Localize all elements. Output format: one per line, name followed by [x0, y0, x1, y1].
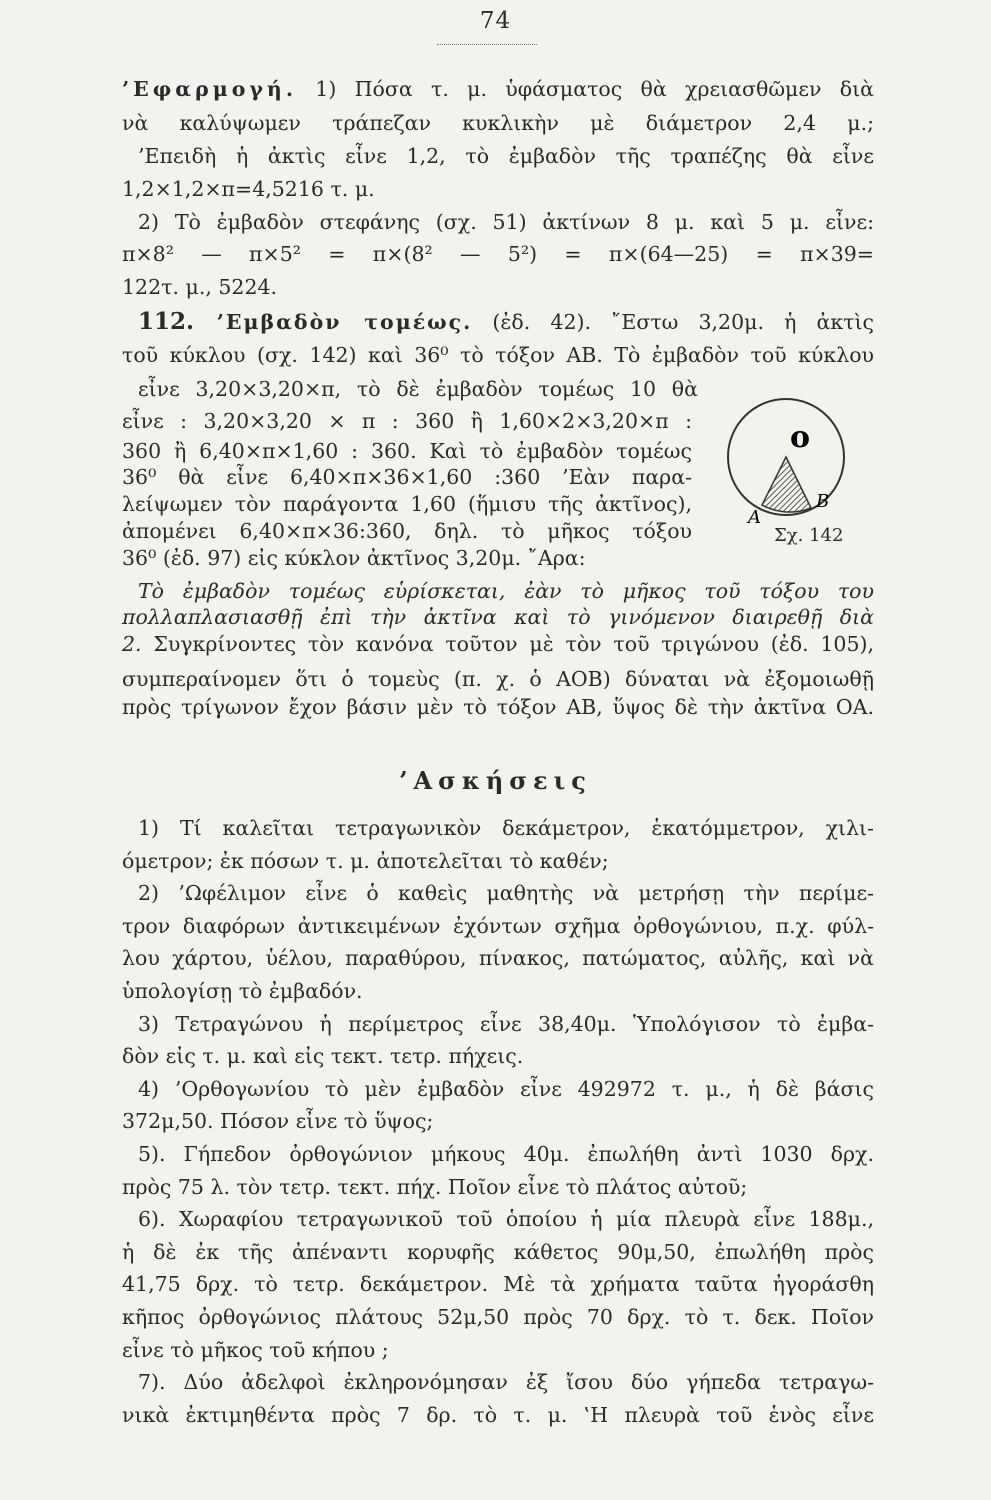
exercise-line: 372μ,50. Πόσον εἶνε τὸ ὕψος;	[122, 1109, 434, 1134]
section-heading-line: 112. ’Εμβαδὸν τομέως. (ἐδ. 42). ῎Εστω 3,20μ. ἡ ἀκτὶς	[138, 308, 875, 335]
exercise-line: 4) ’Ορθογωνίου τὸ μὲν ἐμβαδὸν εἶνε 492972 τ. μ., ἡ δὲ βάσις	[138, 1076, 874, 1101]
exercise-line: 7). Δύο ἀδελφοὶ ἐκληρονόμησαν ἐξ ἴσου δύο γήπεδα τετραγω-	[138, 1370, 874, 1395]
text-line: νὰ καλύψωμεν τράπεζαν κυκλικὴν μὲ διάμετρον 2,4 μ.;	[122, 111, 874, 135]
exercise-line: κῆπος ὀρθογώνιος πλάτους 52μ,50 πρὸς 70 δρχ. τὸ τ. δεκ. Ποῖον	[122, 1305, 874, 1329]
exercise-line: εἶνε τὸ μῆκος τοῦ κήπου ;	[122, 1337, 389, 1362]
page-number-rule	[437, 44, 537, 45]
text-line: 36⁰ θὰ εἶνε 6,40×π×36×1,60 :360 ’Εὰν παρα-	[122, 465, 692, 489]
text-line: 360 ἢ 6,40×π×1,60 : 360. Καὶ τὸ ἐμβαδὸν τομέως	[122, 439, 692, 463]
figure-caption: Σχ. 142	[774, 525, 844, 546]
label-a: Α	[748, 507, 761, 528]
text-line: πρὸς τρίγωνον ἔχον βάσιν μὲν τὸ τόξον ΑΒ, ὕψος δὲ τὴν ἀκτῖνα ΟΑ.	[122, 695, 874, 719]
section-number: 112.	[138, 308, 195, 335]
exercise-line: 1) Τί καλεῖται τετραγωνικὸν δεκάμετρον, ἑκατόμμετρον, χιλι-	[138, 816, 874, 840]
exercise-line: 2) ’Ωφέλιμον εἶνε ὁ καθεὶς μαθητὴς νὰ μετρήσῃ τὴν περίμε-	[138, 881, 874, 906]
text-line: τοῦ κύκλου (σχ. 142) καὶ 36⁰ τὸ τόξον ΑΒ. Τὸ ἐμβαδὸν τοῦ κύκλου	[122, 343, 874, 367]
text-line: εἶνε 3,20×3,20×π, τὸ δὲ ἐμβαδὸν τομέως 10 θὰ	[138, 377, 698, 401]
text-line: 2) Τὸ ἐμβαδὸν στεφάνης (σχ. 51) ἀκτίνων 8 μ. καὶ 5 μ. εἶνε:	[138, 210, 874, 234]
text-line: ’Επειδὴ ἡ ἀκτὶς εἶνε 1,2, τὸ ἐμβαδὸν τῆς τραπέζης θὰ εἶνε	[138, 144, 874, 168]
text-line: ’Εφαρμογή. 1) Πόσα τ. μ. ὑφάσματος θὰ χρειασθῶμεν διὰ	[122, 77, 874, 101]
page-number: 74	[479, 8, 512, 34]
exercise-line: 5). Γήπεδον ὀρθογώνιον μήκους 40μ. ἐπωλήθη ἀντὶ 1030 δρχ.	[138, 1142, 874, 1166]
rule-line: Τὸ ἐμβαδὸν τομέως εὑρίσκεται, ἐὰν τὸ μῆκος τοῦ τόξου του	[138, 579, 874, 603]
exercise-line: ἡ δὲ ἐκ τῆς ἀπέναντι κορυφῆς κάθετος 90μ,50, ἐπωλήθη πρὸς	[122, 1239, 874, 1264]
text-line: λείψωμεν τὸν παράγοντα 1,60 (ἥμισυ τῆς ἀκτῖνος),	[122, 492, 692, 516]
exercise-line: λου χάρτου, ὑέλου, παραθύρου, πίνακος, πατώματος, αὐλῆς, καὶ νὰ	[122, 946, 874, 971]
rule-line: πολλαπλασιασθῇ ἐπὶ τὴν ἀκτῖνα καὶ τὸ γινόμενον διαιρεθῇ διὰ	[122, 605, 874, 629]
exercise-line: ὑπολογίσῃ τὸ ἐμβαδόν.	[122, 979, 363, 1003]
text-line: 122τ. μ., 5224.	[122, 275, 278, 299]
section-title: ’Εμβαδὸν τομέως.	[194, 310, 473, 334]
text-line: συμπεραίνομεν ὅτι ὁ τομεὺς (π. χ. ὁ ΑΟΒ) δύναται νὰ ἐξομοιωθῇ	[122, 667, 874, 691]
exercise-line: πρὸς 75 λ. τὸν τετρ. τεκτ. πήχ. Ποῖον εἶνε τὸ πλάτος αὐτοῦ;	[122, 1174, 748, 1199]
exercise-line: 6). Χωραφίου τετραγωνικοῦ τοῦ ὁποίου ἡ μία πλευρὰ εἶνε 188μ.,	[138, 1207, 874, 1232]
exercises-heading: ’Ασκήσεις	[399, 766, 592, 795]
text-line: ἀπομένει 6,40×π×36:360, δηλ. τὸ μῆκος τόξου	[122, 519, 692, 543]
exercise-line: τρον διαφόρων ἀντικειμένων ἐχόντων σχῆμα ὀρθογώνιου, π.χ. φύλ-	[122, 913, 874, 938]
exercise-line: δὸν εἰς τ. μ. καὶ εἰς τεκτ. τετρ. πήχεις.	[122, 1044, 524, 1069]
label-b: Β	[816, 491, 830, 512]
exercise-line: όμετρον; ἐκ πόσων τ. μ. ἀποτελεῖται τὸ καθέν;	[122, 848, 609, 873]
exercise-line: 3) Τετραγώνου ἡ περίμετρος εἶνε 38,40μ. Ὑπολόγισον τὸ ἐμβα-	[138, 1011, 874, 1036]
text-line: εἶνε : 3,20×3,20 × π : 360 ἢ 1,60×2×3,20×π :	[122, 409, 692, 433]
exercise-line: νικὰ ἐκτιμηθέντα πρὸς 7 δρ. τὸ τ. μ. ‛Η πλευρὰ τοῦ ἑνὸς εἶνε	[122, 1402, 874, 1427]
text-line: 36⁰ (ἐδ. 97) εἰς κύκλον ἀκτῖνος 3,20μ. ῎Αρα:	[122, 546, 586, 570]
text-line: π×8² — π×5² = π×(8² — 5²) = π×(64—25) = π×39=	[122, 242, 874, 266]
sector-shape	[762, 457, 811, 512]
text-line: 1,2×1,2×π=4,5216 τ. μ.	[122, 177, 375, 201]
text-line: 2. Συγκρίνοντες τὸν κανόνα τοῦτον μὲ τὸν τοῦ τριγώνου (ἐδ. 105),	[122, 632, 874, 656]
label-o: ο	[790, 420, 811, 455]
exercise-line: 41,75 δρχ. τὸ τετρ. δεκάμετρον. Μὲ τὰ χρήματα ταῦτα ἠγοράσθη	[122, 1272, 874, 1297]
